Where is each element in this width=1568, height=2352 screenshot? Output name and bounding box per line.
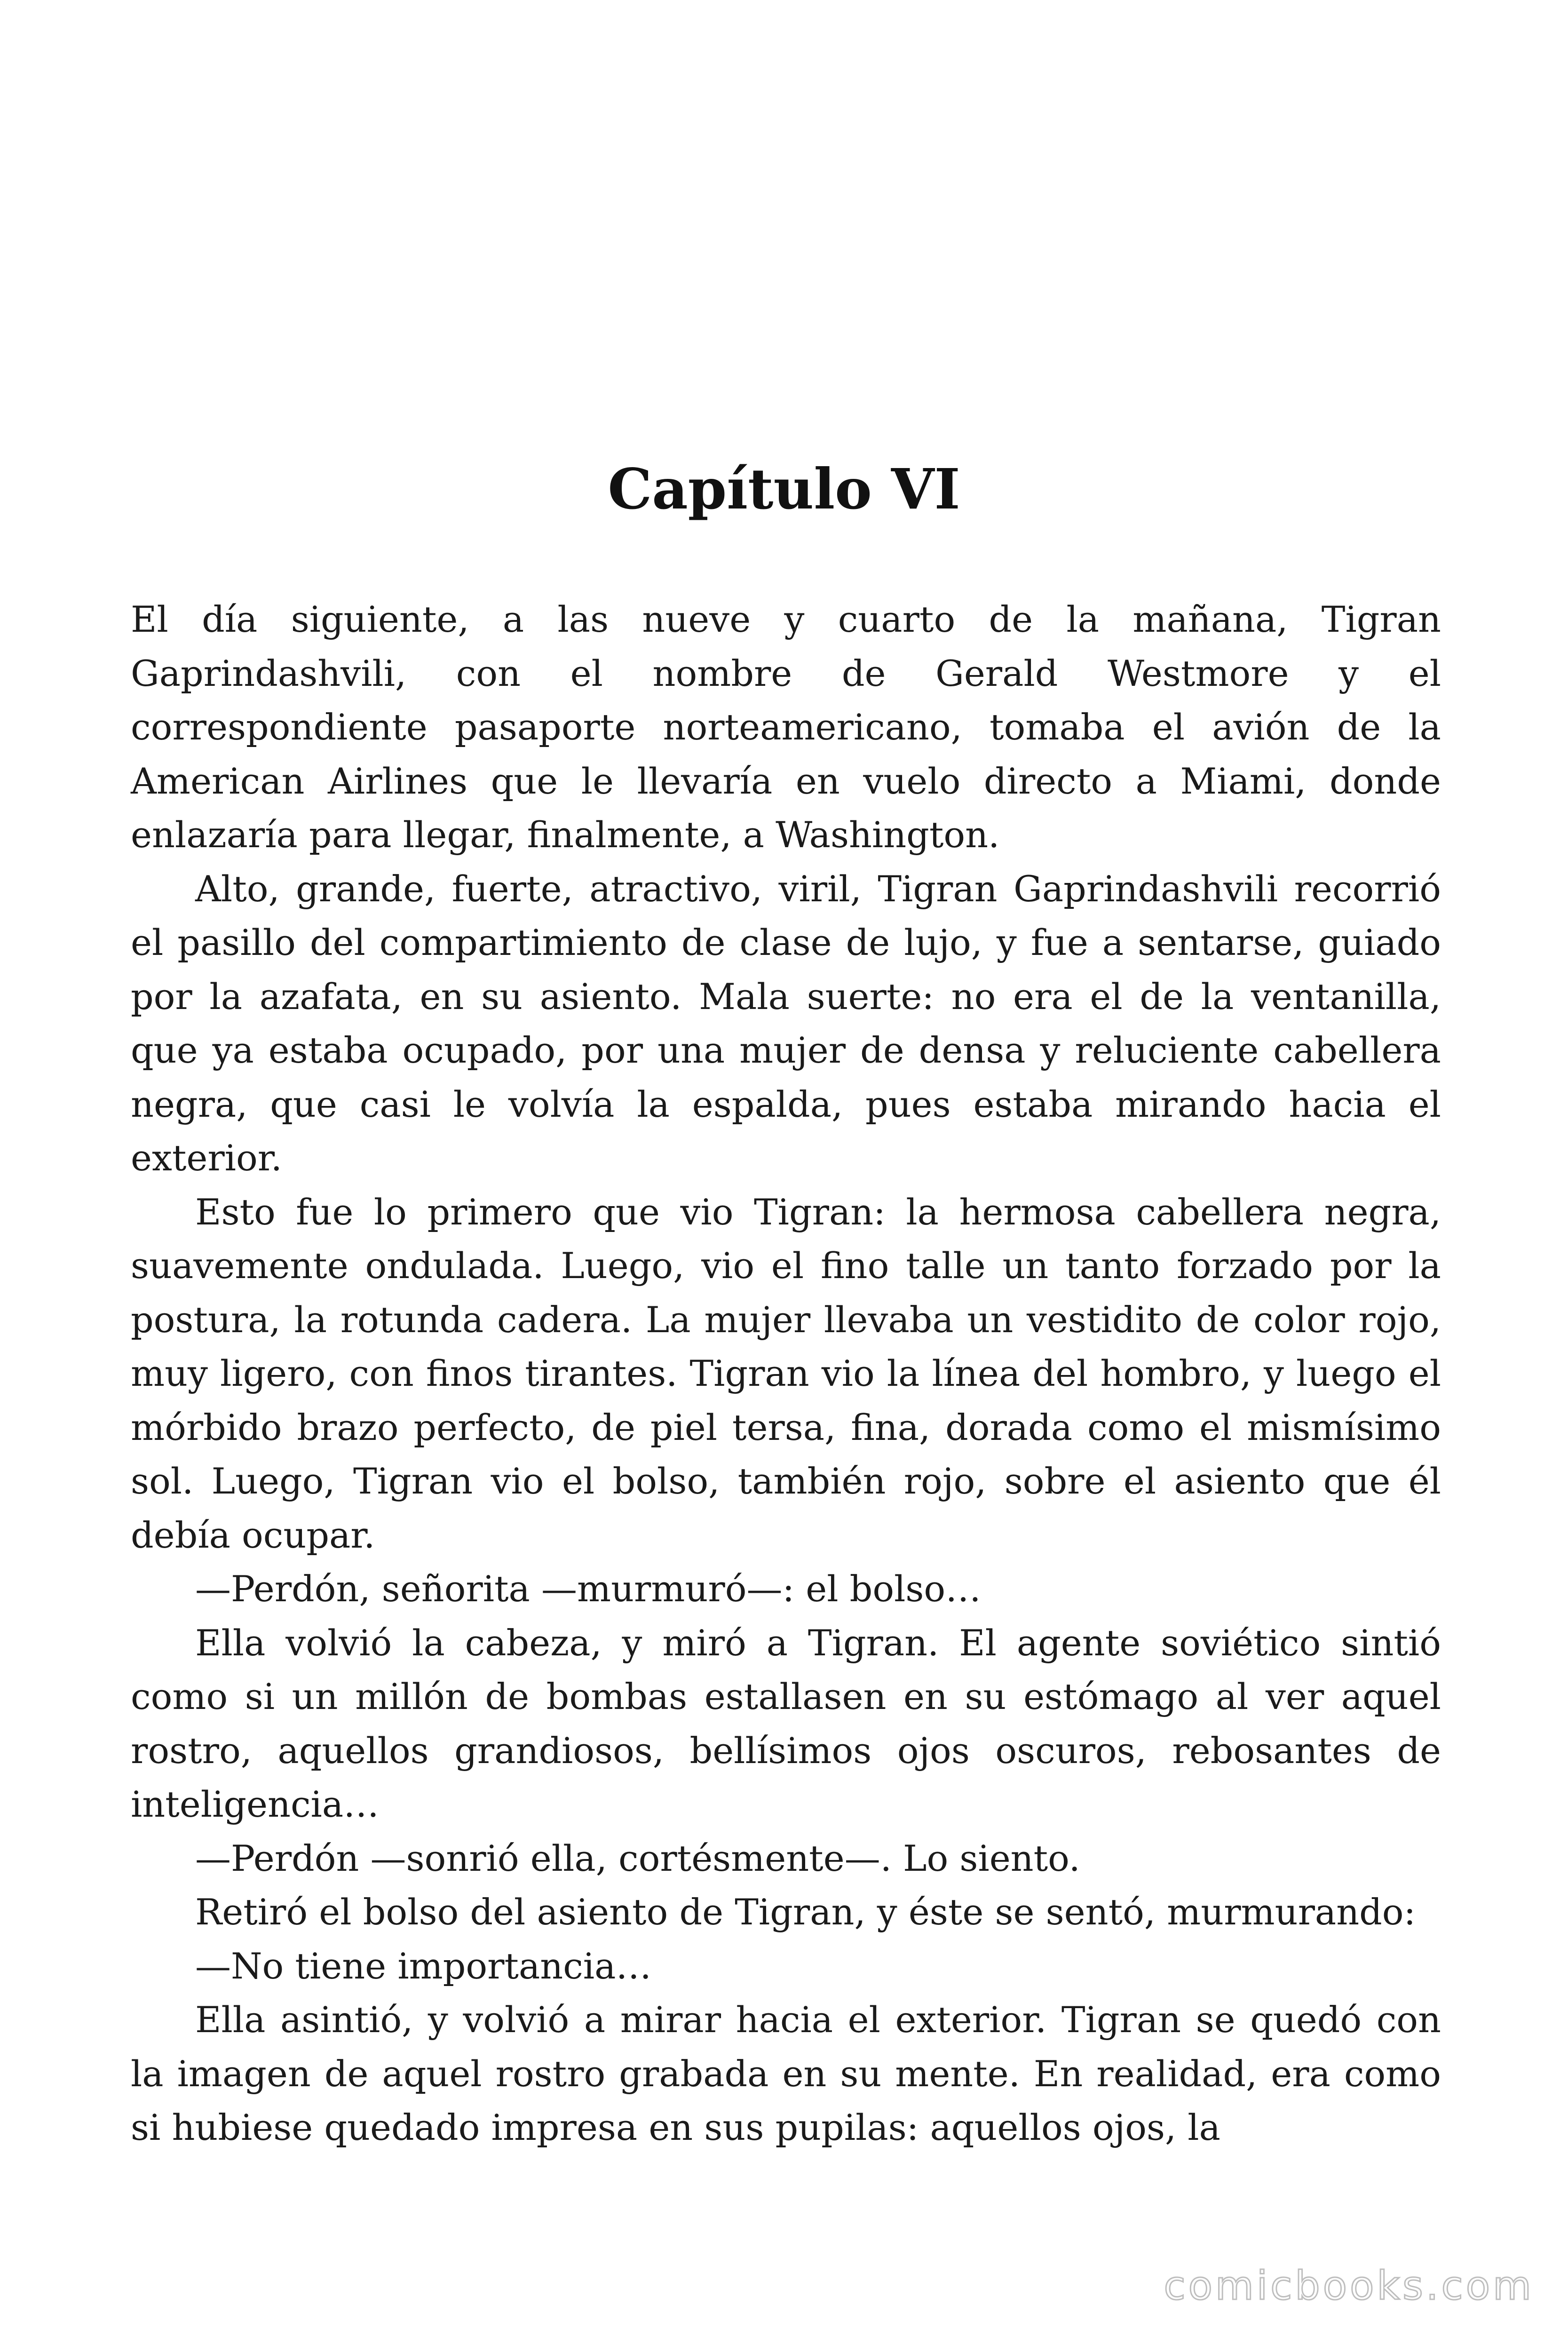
paragraph: Esto fue lo primero que vio Tigran: la hermosa cabellera negra, suavemente ondulada. Luego, vio el fino talle un tanto forzado por la postura, la rotunda cadera. La mujer llevaba un vestidito de color rojo, muy ligero, con finos tirantes. Tigran vio la línea del hombro, y luego el mórbido brazo perfecto, de piel tersa, fina, dorada como el mismísimo sol. Luego, Tigran vio el bolso, también rojo, sobre el asiento que él debía ocupar. xyxy=(131,1191,1441,1556)
chapter-body xyxy=(131,593,1441,2155)
paragraph: Ella volvió la cabeza, y miró a Tigran. El agente soviético sintió como si un millón de bombas estallasen en su estómago al ver aquel rostro, aquellos grandiosos, bellísimos ojos oscuros, rebosantes de inteligencia… xyxy=(131,1621,1441,1825)
dialogue-line: —Perdón, señorita —murmuró—: el bolso… xyxy=(195,1568,982,1610)
watermark: comicbooks.com xyxy=(1164,2263,1534,2309)
chapter-title: Capítulo VI xyxy=(608,456,960,522)
paragraph: El día siguiente, a las nueve y cuarto de la mañana, Tigran Gaprindashvili, con el nombre de Gerald Westmore y el correspondiente pasaporte norteamericano, tomaba el avión de la American Airlines que le llevaría en vuelo directo a Miami, donde enlazaría para llegar, finalmente, a Washington. xyxy=(131,598,1441,856)
paragraph: Retiró el bolso del asiento de Tigran, y éste se sentó, murmurando: xyxy=(195,1891,1416,1933)
paragraph: Alto, grande, fuerte, atractivo, viril, Tigran Gaprindashvili recorrió el pasillo del compartimiento de clase de lujo, y fue a sentarse, guiado por la azafata, en su asiento. Mala suerte: no era el de la ventanilla, que ya estaba ocupado, por una mujer de densa y reluciente cabellera negra, que casi le volvía la espalda, pues estaba mirando hacia el exterior. xyxy=(131,867,1441,1179)
dialogue-line: —No tiene importancia… xyxy=(195,1945,652,1987)
paragraph: Ella asintió, y volvió a mirar hacia el exterior. Tigran se quedó con la imagen de aquel rostro grabada en su mente. En realidad, era como si hubiese quedado impresa en sus pupilas: aquellos ojos, la xyxy=(131,1999,1441,2148)
dialogue-line: —Perdón —sonrió ella, cortésmente—. Lo siento. xyxy=(195,1837,1080,1879)
